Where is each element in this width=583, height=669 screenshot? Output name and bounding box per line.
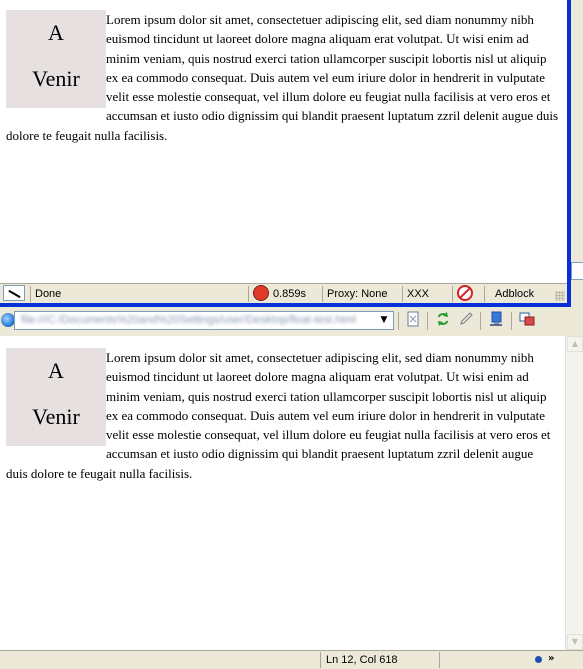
image-placeholder	[6, 10, 106, 108]
more-chevron-icon[interactable]: »	[548, 653, 555, 664]
stopwatch-icon	[253, 285, 269, 301]
background-window-field	[571, 262, 583, 280]
editor-status-bar	[0, 650, 583, 669]
resize-grip-icon[interactable]	[555, 291, 565, 301]
status-bar	[0, 283, 567, 303]
top-article	[0, 0, 567, 145]
placeholder-line2: Venir	[32, 66, 80, 91]
pencil-icon[interactable]	[456, 311, 476, 331]
adblock-status[interactable]: Adblock	[484, 286, 554, 302]
no-ads-icon	[457, 285, 473, 301]
editor-toolbar	[0, 308, 583, 334]
status-text: Done	[30, 286, 248, 302]
bottom-article	[0, 336, 565, 483]
ie-icon	[1, 313, 15, 327]
article-paragraph: Lorem ipsum dolor sit amet, consectetuer adipiscing elit, sed diam nonummy nibh euismod tincidunt ut laoreet dolore magna aliquam erat volutpat. Ut wisi enim ad minim veniam, quis nostrud exerci tation ullamcorper suscipit lobortis nisl ut aliquip ex ea commodo consequat. Duis autem vel eum iriure dolor in hendrerit in vulputate velit esse molestie consequat, vel illum dolore eu feugiat nulla facilisis at vero eros et accumsan et iusto odio dignissim qui blandit praesent luptatum zzril delenit augue duis dolore te feugait nulla facilisis.	[6, 350, 551, 481]
address-text: file:///C:/Documents%20and%20Settings/user/Desktop/float-test.html	[21, 314, 357, 326]
no-ads-cell[interactable]	[452, 286, 482, 302]
windows-icon[interactable]	[517, 311, 537, 331]
cursor-position: Ln 12, Col 618	[320, 652, 440, 668]
scroll-up-icon[interactable]: ▲	[567, 336, 583, 352]
chevron-down-icon[interactable]: ▼	[380, 315, 388, 325]
document-icon[interactable]	[403, 311, 423, 331]
article-paragraph: Lorem ipsum dolor sit amet, consectetuer adipiscing elit, sed diam nonummy nibh euismod tincidunt ut laoreet dolore magna aliquam erat volutpat. Ut wisi enim ad minim veniam, quis nostrud exerci tation ullamcorper suscipit lobortis nisl ut aliquip ex ea commodo consequat. Duis autem vel eum iriure dolor in hendrerit in vulputate velit esse molestie consequat, vel illum dolore eu feugiat nulla facilisis at vero eros et accumsan et iusto odio dignissim qui blandit praesent luptatum zzril delenit augue duis dolore te feugait nulla facilisis.	[6, 12, 559, 143]
xxx-status[interactable]: XXX	[402, 286, 450, 302]
address-input[interactable]	[14, 311, 394, 330]
toolbar-separator	[398, 312, 399, 330]
refresh-icon[interactable]	[433, 311, 453, 331]
toolbar-separator	[511, 312, 512, 330]
background-window-edge	[571, 0, 583, 307]
load-time: 0.859s	[273, 288, 307, 300]
top-browser-window	[0, 0, 571, 307]
toolbar-separator	[427, 312, 428, 330]
bottom-page-content	[0, 336, 565, 650]
scroll-down-icon[interactable]: ▼	[567, 634, 583, 650]
placeholder-line1: A	[48, 20, 64, 45]
placeholder-line2: Venir	[32, 404, 80, 429]
proxy-status[interactable]: Proxy: None	[322, 286, 394, 302]
status-dot-icon	[535, 656, 542, 663]
pen-icon[interactable]	[3, 285, 25, 301]
vertical-scrollbar[interactable]	[565, 336, 583, 650]
placeholder-line1: A	[48, 358, 64, 383]
image-placeholder	[6, 348, 106, 446]
top-page-content	[0, 0, 567, 280]
load-time-cell[interactable]	[248, 286, 314, 302]
monitor-icon[interactable]	[486, 311, 506, 331]
toolbar-separator	[480, 312, 481, 330]
